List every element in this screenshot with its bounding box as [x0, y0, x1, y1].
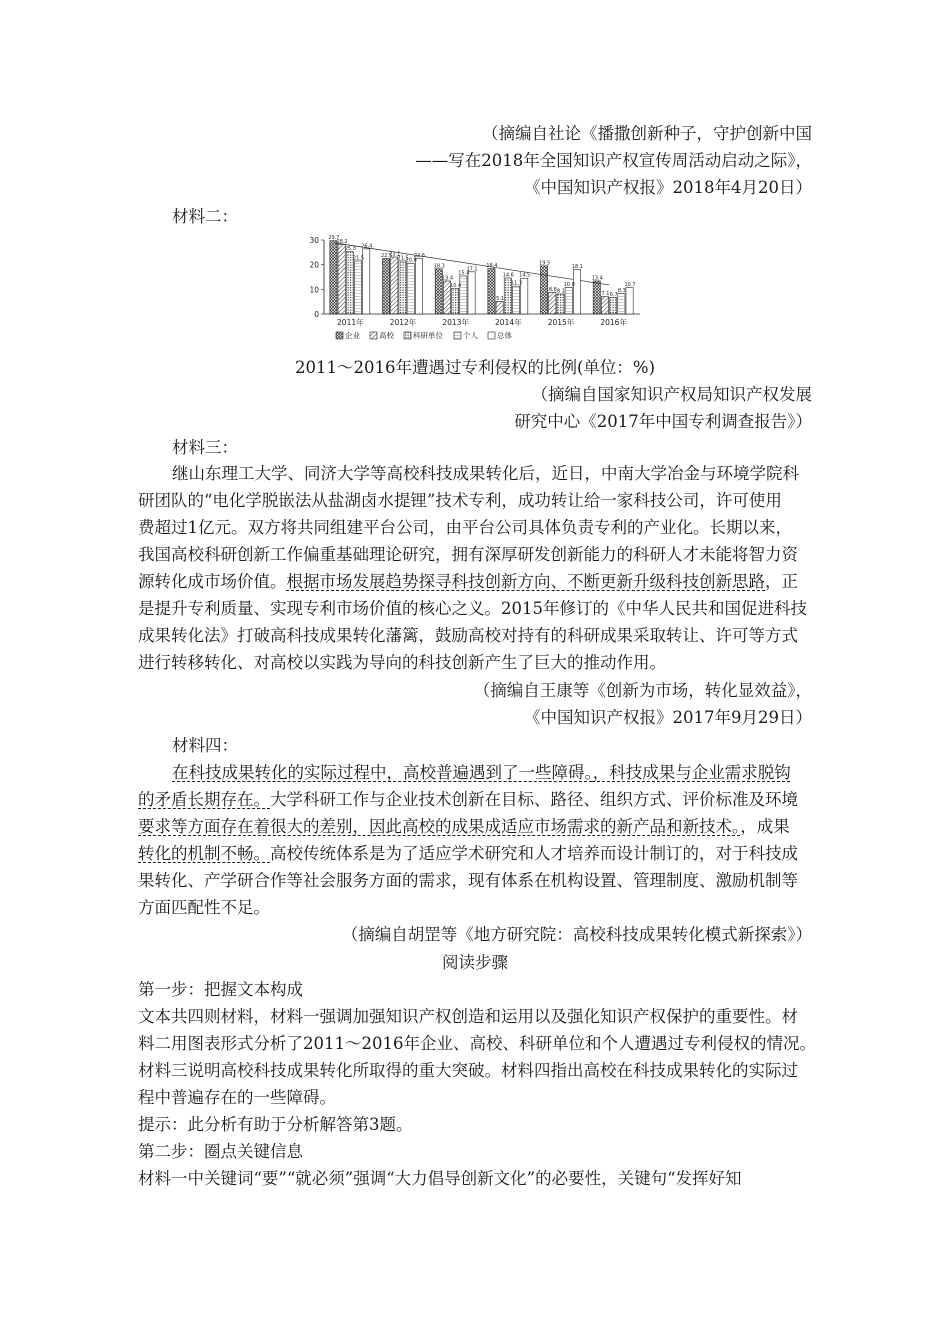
data-label: 19.5 — [539, 260, 551, 267]
source-line: （摘编自国家知识产权局知识产权发展 — [531, 385, 812, 404]
bar — [391, 257, 398, 314]
data-label: 22.6 — [413, 252, 425, 259]
source-line: 《中国知识产权报》2018年4月20日） — [524, 178, 812, 197]
bar — [468, 272, 475, 314]
legend-swatch — [454, 332, 461, 339]
data-label: 29.7 — [328, 235, 340, 242]
hint-line: 提示：此分析有助于分析解答第3题。 — [138, 1115, 413, 1134]
y-tick-label: 20 — [309, 260, 319, 270]
data-label: 13.4 — [441, 275, 454, 282]
bar — [541, 266, 548, 314]
bar — [354, 261, 361, 314]
bar — [415, 258, 422, 314]
bar — [549, 292, 556, 314]
data-label: 14.6 — [502, 272, 514, 279]
underlined-key-sentence: 转化的机制不畅。 — [138, 844, 270, 863]
paragraph-line: 研团队的“电化学脱嵌法从盐湖卤水提锂”技术专利，成功转让给一家科技公司，许可使用 — [138, 491, 782, 510]
paragraph-line: 材料一中关键词“要”“就必须”强调“大力倡导创新文化”的必要性，关键句“发挥好知 — [138, 1169, 742, 1188]
chart-title: 2011～2016年遭遇过专利侵权的比例(单位：%) — [294, 358, 656, 377]
legend-swatch — [488, 332, 495, 339]
y-tick-label: 30 — [309, 236, 319, 245]
bar — [626, 288, 633, 314]
data-label: 8.8 — [548, 286, 557, 293]
data-label: 28.2 — [336, 238, 348, 245]
source-line: ——写在2018年全国知识产权宣传周活动启动之际》， — [415, 151, 812, 170]
paragraph-line: 料二用图表形式分析了2011～2016年企业、高校、科研单位和个人遭遇过专利侵权的情况。 — [138, 1034, 816, 1053]
underlined-key-sentence: 根据市场发展趋势探寻科技创新方向、不断更新升级科技创新思路 — [286, 572, 765, 591]
paragraph-line: 费超过1亿元。双方将共同组建平台公司，由平台公司具体负责专利的产业化。长期以来， — [138, 518, 792, 537]
bar — [338, 244, 345, 314]
paragraph-line: 果转化、产学研合作等社会服务方面的需求，现有体系在机构设置、管理制度、激励机制等 — [138, 871, 798, 890]
underlined-key-sentence: 的矛盾长期存在。 — [138, 790, 270, 809]
paragraph-line — [138, 843, 798, 865]
text-run: 源转化成市场价值。 — [138, 572, 287, 591]
data-label: 18.3 — [433, 263, 445, 270]
x-tick-label: 2014年 — [495, 318, 522, 327]
data-label: 21.5 — [352, 255, 365, 262]
source-line: （摘编自胡罡等《地方研究院：高校科技成果转化模式新探索》） — [341, 925, 812, 944]
bar — [512, 286, 519, 314]
legend-swatch — [370, 332, 377, 339]
data-label: 26.4 — [361, 243, 373, 250]
paragraph-line: 进行转移转化、对高校以实践为导向的科技创新产生了巨大的推动作用。 — [138, 653, 666, 672]
x-tick-label: 2013年 — [442, 318, 469, 327]
material-heading: 材料二： — [172, 207, 238, 226]
bar — [496, 301, 503, 314]
data-label: 18.4 — [486, 263, 498, 270]
data-label: 20.6 — [405, 257, 417, 264]
section-title: 阅读步骤 — [442, 953, 508, 972]
paragraph-line — [172, 762, 791, 784]
data-label: 21.5 — [397, 255, 409, 262]
data-label: 6.7 — [609, 291, 618, 298]
underlined-key-sentence: 在科技成果转化的实际过程中，高校普遍遇到了一些障碍。 — [172, 763, 593, 782]
bar — [452, 288, 459, 314]
paragraph-line: 继山东理工大学、同济大学等高校科技成果转化后，近日，中南大学冶金与环境学院科 — [172, 464, 799, 483]
bar — [601, 296, 608, 314]
y-tick-label: 0 — [314, 310, 319, 319]
data-label: 10.4 — [450, 282, 462, 289]
data-label: 10.7 — [624, 282, 636, 289]
y-tick-label: 10 — [309, 285, 319, 295]
paragraph-line: 文本共四则材料，材料一强调加强知识产权创造和运用以及强化知识产权保护的重要性。材 — [138, 1007, 798, 1026]
data-label: 23.1 — [389, 251, 401, 258]
legend-label: 高校 — [379, 331, 394, 340]
data-label: 14.5 — [519, 272, 531, 279]
source-line: 研究中心《2017年中国专利调查报告》） — [514, 412, 812, 431]
bar — [593, 281, 600, 314]
step-heading: 第一步：把握文本构成 — [138, 980, 303, 999]
bar — [330, 241, 337, 314]
x-tick-label: 2016年 — [600, 318, 627, 327]
data-label: 18.1 — [571, 263, 583, 270]
legend-label: 科研单位 — [413, 331, 443, 340]
paragraph-line — [138, 571, 798, 593]
paragraph-line — [138, 789, 798, 811]
bar — [610, 297, 617, 314]
bar — [488, 269, 495, 314]
chart-data-labels — [328, 235, 635, 302]
step-heading: 第二步：圈点关键信息 — [138, 1142, 303, 1161]
x-tick-label: 2012年 — [389, 318, 417, 327]
text-run: ，正 — [765, 572, 798, 591]
data-label: 10.8 — [563, 281, 575, 288]
chart-legend — [336, 330, 512, 340]
legend-label: 总体 — [497, 331, 512, 340]
bar — [618, 294, 625, 314]
bar — [460, 276, 467, 314]
data-label: 5.1 — [496, 295, 505, 302]
source-line: （摘编自社论《播撒创新种子，守护创新中国 — [482, 124, 812, 143]
paragraph-line: 材料三说明高校科技成果转化所取得的重大突破。材料四指出高校在科技成果转化的实际过 — [138, 1061, 798, 1080]
bar — [573, 269, 580, 314]
source-line: 《中国知识产权报》2017年9月29日） — [524, 708, 812, 727]
bar — [565, 287, 572, 314]
data-label: 22.5 — [381, 253, 393, 259]
data-label: 15.4 — [458, 270, 470, 277]
material-heading: 材料四： — [172, 736, 238, 755]
underlined-key-sentence: 要求等方面存在着很大的差别，因此高校的成果成适应市场需求的新产品和新技术。 — [138, 817, 741, 836]
paragraph-line: 是提升专利质量、实现专利市场价值的核心之义。2015年修订的《中华人民共和国促进科技 — [138, 599, 807, 618]
data-label: 8.1 — [557, 288, 565, 295]
data-label: 7.1 — [601, 290, 610, 297]
legend-label: 个人 — [463, 331, 478, 340]
paragraph-line — [138, 816, 790, 838]
data-label: 8.3 — [617, 288, 626, 295]
paragraph-line: 程中普遍存在的一些障碍。 — [138, 1088, 336, 1107]
x-tick-label: 2011年 — [337, 318, 364, 327]
bar — [407, 263, 414, 314]
data-label: 13.4 — [591, 275, 603, 282]
paragraph-line: 成果转化法》打破高科技成果转化藩篱，鼓励高校对持有的科研成果采取转让、许可等方式 — [138, 626, 798, 645]
underlined-key-sentence: ，科技成果与企业需求脱钩 — [592, 763, 791, 782]
text-run: ，成果 — [740, 817, 790, 836]
paragraph-line: 我国高校科研创新工作偏重基础理论研究，拥有深厚研发创新能力的科研人才未能将智力资 — [138, 545, 798, 564]
bar — [399, 261, 406, 314]
legend-swatch — [336, 332, 343, 339]
chart-y-tick-labels — [309, 236, 319, 319]
text-run: 高校传统体系是为了适应学术研究和人才培养而设计制订的，对于科技成 — [270, 844, 798, 863]
bar-chart — [300, 232, 650, 350]
paragraph-line: 方面匹配性不足。 — [138, 898, 270, 917]
material-heading: 材料三： — [172, 438, 238, 457]
x-tick-label: 2015年 — [547, 318, 575, 327]
data-label: 25.3 — [344, 246, 356, 253]
source-line: （摘编自王康等《创新为市场，转化显效益》， — [473, 681, 812, 700]
bar — [383, 259, 390, 315]
chart-x-tick-labels — [337, 317, 627, 327]
legend-label: 企业 — [345, 331, 360, 340]
chart-bars — [330, 238, 636, 314]
data-label: 11.3 — [510, 280, 523, 287]
bar — [557, 294, 564, 314]
legend-swatch — [404, 332, 411, 339]
text-run: 大学科研工作与企业技术创新在目标、路径、组织方式、评价标准及环境 — [270, 790, 798, 809]
data-label: 17.1 — [466, 266, 478, 273]
